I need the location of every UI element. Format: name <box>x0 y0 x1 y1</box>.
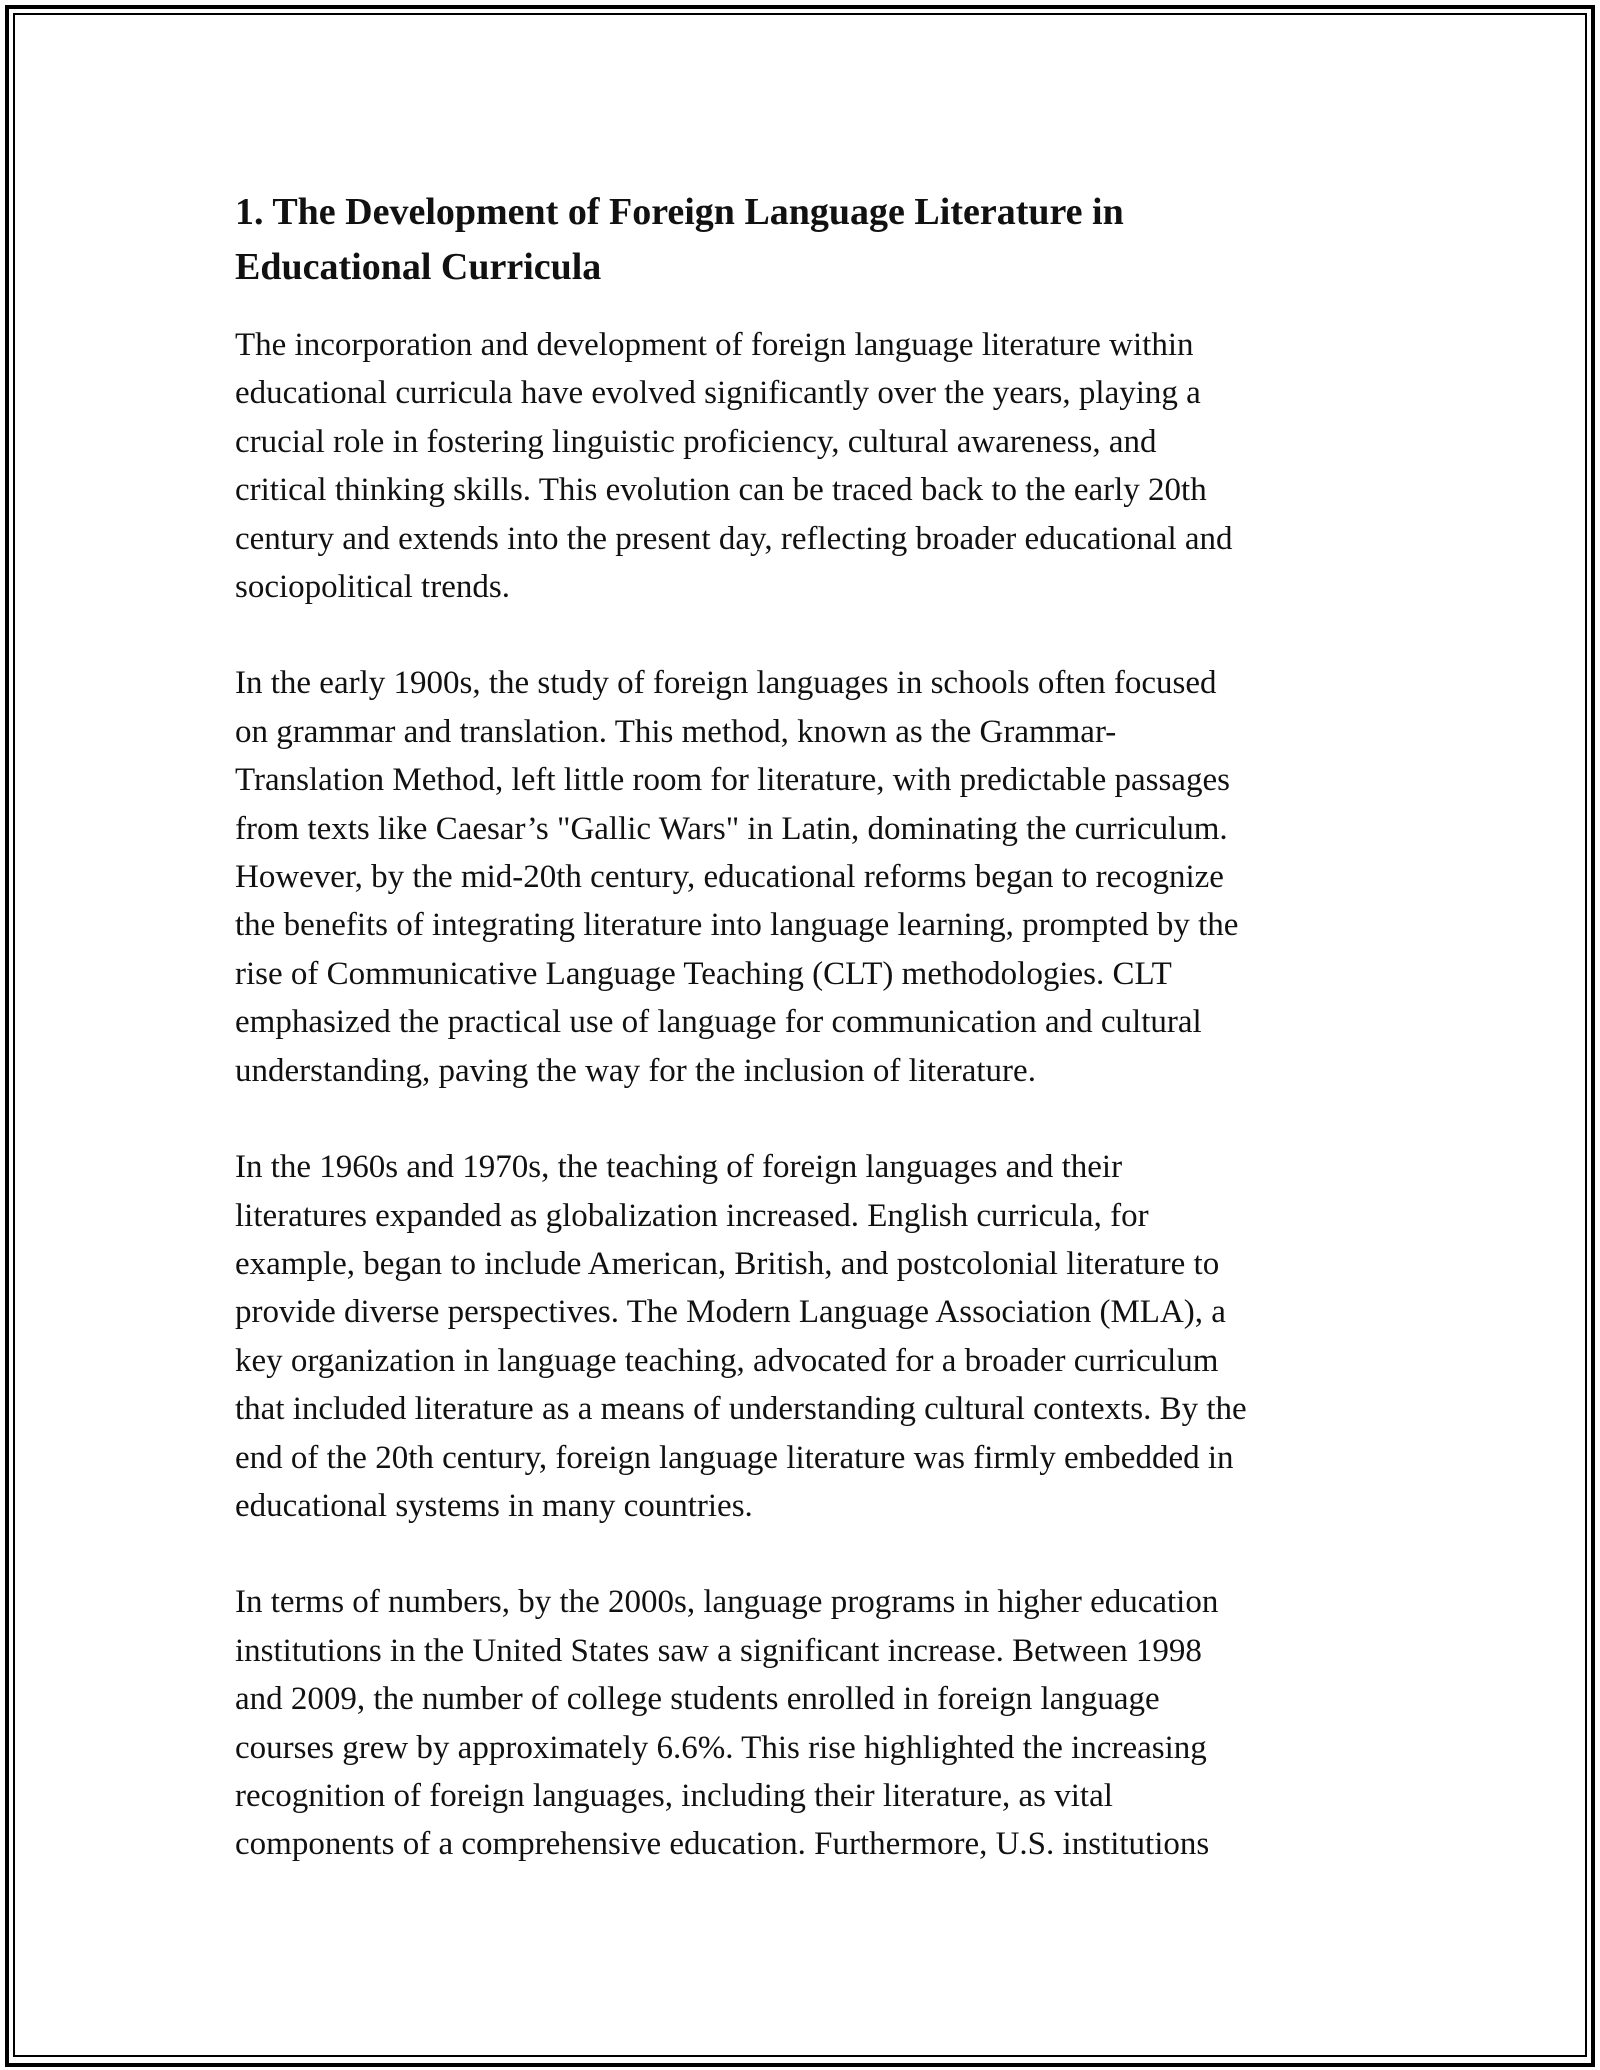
paragraph-1960s-1970s: In the 1960s and 1970s, the teaching of foreign languages and their literatures expanded as globalization increased. English curricula, for example, began to include American, British, and postcolonial literature to provide diverse perspectives. The Modern Language Association (MLA), a key organization in language teaching, advocated for a broader curriculum that included literature as a means of understanding cultural contexts. By the end of the 20th century, foreign language literature was firmly embedded in educational systems in many countries. <box>235 1149 1247 1524</box>
paragraph-intro: The incorporation and development of foreign language literature within educational curricula have evolved significantly over the years, playing a crucial role in fostering linguistic proficiency, cultural awareness, and critical thinking skills. This evolution can be traced back to the early 20th century and extends into the present day, reflecting broader educational and sociopolitical trends. <box>235 327 1233 606</box>
section-heading: 1. The Development of Foreign Language Literature in Educational Curricula <box>235 191 1124 288</box>
paragraph-numbers: In terms of numbers, by the 2000s, language programs in higher education institutions in the United States saw a significant increase. Between 1998 and 2009, the number of college students enrolled in foreign language courses grew by approximately 6.6%. This rise highlighted the increasing recognition of foreign languages, including their literature, as vital components of a comprehensive education. Furthermore, U.S. institutions <box>235 1584 1219 1863</box>
document-body <box>235 185 1365 1917</box>
paragraph-early-1900s: In the early 1900s, the study of foreign languages in schools often focused on grammar and translation. This method, known as the Grammar- Translation Method, left little room for literature, with predictable passages from texts like Caesar’s "Gallic Wars" in Latin, dominating the curriculum. However, by the mid-20th century, educational reforms began to recognize the benefits of integrating literature into language learning, prompted by the rise of Communicative Language Teaching (CLT) methodologies. CLT emphasized the practical use of language for communication and cultural understanding, paving the way for the inclusion of literature. <box>235 665 1239 1089</box>
